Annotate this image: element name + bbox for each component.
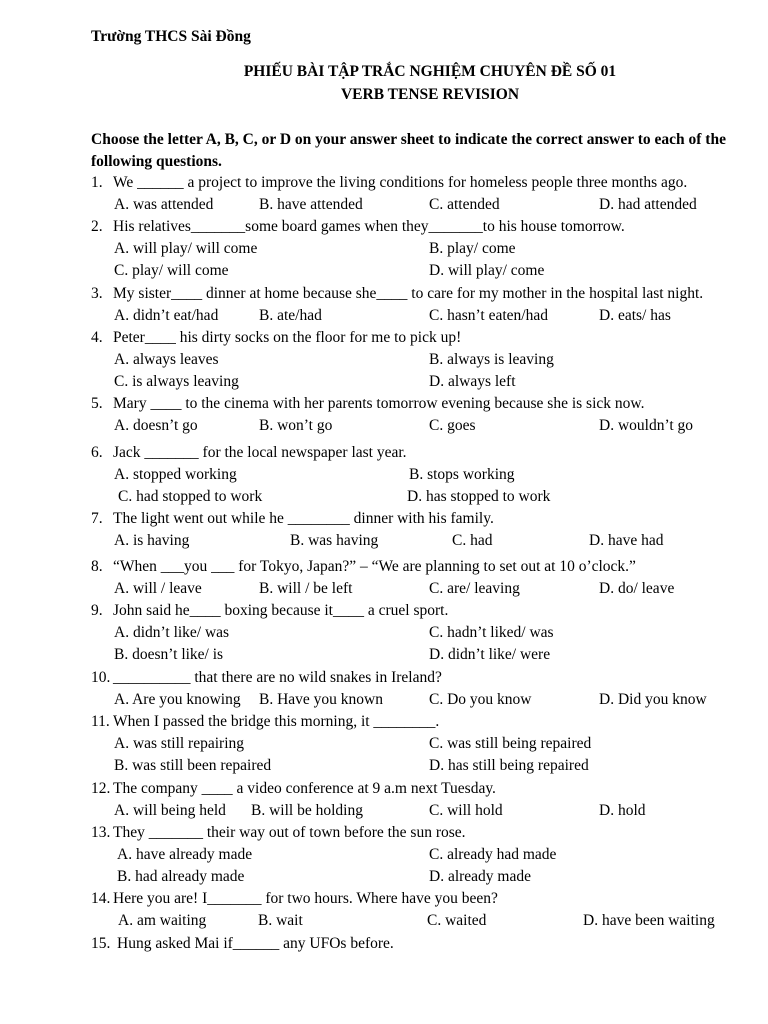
answer-option: B. will be holding xyxy=(251,802,363,819)
answer-option: A. will being held xyxy=(114,802,226,819)
answer-option: D. always left xyxy=(429,373,516,390)
question-number: 5. xyxy=(91,395,103,412)
answer-option: A. always leaves xyxy=(114,351,219,368)
answer-option: C. hasn’t eaten/had xyxy=(429,307,548,324)
answer-option: C. are/ leaving xyxy=(429,580,520,597)
question-number: 4. xyxy=(91,329,103,346)
question-number: 8. xyxy=(91,558,103,575)
question-text: Jack _______ for the local newspaper last year. xyxy=(113,444,407,461)
question-number: 9. xyxy=(91,602,103,619)
question-text: John said he____ boxing because it____ a cruel sport. xyxy=(113,602,449,619)
question-number: 15. xyxy=(91,935,111,952)
question-text: The company ____ a video conference at 9 a.m next Tuesday. xyxy=(113,780,496,797)
question-number: 14. xyxy=(91,890,111,907)
answer-option: A. didn’t eat/had xyxy=(114,307,219,324)
answer-option: D. will play/ come xyxy=(429,262,545,279)
question-number: 2. xyxy=(91,218,103,235)
answer-option: D. has still being repaired xyxy=(429,757,589,774)
answer-option: C. hadn’t liked/ was xyxy=(429,624,554,641)
answer-option: C. was still being repaired xyxy=(429,735,592,752)
answer-option: A. is having xyxy=(114,532,190,549)
answer-option: B. had already made xyxy=(117,868,245,885)
answer-option: A. will play/ will come xyxy=(114,240,258,257)
question-text: We ______ a project to improve the living conditions for homeless people three months ago. xyxy=(113,174,688,191)
question-text: “When ___you ___ for Tokyo, Japan?” – “We are planning to set out at 10 o’clock.” xyxy=(113,558,636,575)
question-text: The light went out while he ________ dinner with his family. xyxy=(113,510,494,527)
question-text: __________ that there are no wild snakes in Ireland? xyxy=(113,669,442,686)
answer-option: B. was having xyxy=(290,532,379,549)
answer-option: B. wait xyxy=(258,912,303,929)
answer-option: C. already had made xyxy=(429,846,557,863)
question-text: When I passed the bridge this morning, it ________. xyxy=(113,713,440,730)
answer-option: C. goes xyxy=(429,417,476,434)
answer-option: B. ate/had xyxy=(259,307,322,324)
question-number: 13. xyxy=(91,824,111,841)
answer-option: D. have had xyxy=(589,532,664,549)
question-number: 6. xyxy=(91,444,103,461)
answer-option: A. have already made xyxy=(117,846,253,863)
question-number: 11. xyxy=(91,713,110,730)
school-name: Trường THCS Sài Đồng xyxy=(91,28,251,45)
answer-option: A. stopped working xyxy=(114,466,237,483)
question-text: His relatives_______some board games when they_______to his house tomorrow. xyxy=(113,218,625,235)
worksheet-title: PHIẾU BÀI TẬP TRẮC NGHIỆM CHUYÊN ĐỀ SỐ 01 xyxy=(243,63,617,80)
answer-option: A. am waiting xyxy=(118,912,207,929)
answer-option: C. play/ will come xyxy=(114,262,229,279)
answer-option: B. always is leaving xyxy=(429,351,554,368)
answer-option: D. already made xyxy=(429,868,531,885)
answer-option: A. doesn’t go xyxy=(114,417,198,434)
question-number: 3. xyxy=(91,285,103,302)
question-text: Here you are! I_______ for two hours. Where have you been? xyxy=(113,890,498,907)
question-text: Mary ____ to the cinema with her parents tomorrow evening because she is sick now. xyxy=(113,395,645,412)
answer-option: C. Do you know xyxy=(429,691,532,708)
answer-option: B. won’t go xyxy=(259,417,333,434)
answer-option: A. Are you knowing xyxy=(114,691,241,708)
worksheet-subtitle: VERB TENSE REVISION xyxy=(340,86,520,103)
answer-option: A. was attended xyxy=(114,196,214,213)
answer-option: B. play/ come xyxy=(429,240,516,257)
question-number: 1. xyxy=(91,174,103,191)
answer-option: B. have attended xyxy=(259,196,363,213)
answer-option: C. is always leaving xyxy=(114,373,239,390)
answer-option: C. had xyxy=(452,532,493,549)
answer-option: D. had attended xyxy=(599,196,697,213)
answer-option: D. do/ leave xyxy=(599,580,675,597)
answer-option: A. will / leave xyxy=(114,580,202,597)
answer-option: C. attended xyxy=(429,196,500,213)
instructions: Choose the letter A, B, C, or D on your answer sheet to indicate the correct answer to each of the following questions. xyxy=(91,131,726,170)
answer-option: A. didn’t like/ was xyxy=(114,624,230,641)
question-number: 7. xyxy=(91,510,103,527)
question-text: Peter____ his dirty socks on the floor for me to pick up! xyxy=(113,329,462,346)
answer-option: D. wouldn’t go xyxy=(599,417,694,434)
answer-option: B. will / be left xyxy=(259,580,353,597)
answer-option: D. didn’t like/ were xyxy=(429,646,551,663)
answer-option: C. had stopped to work xyxy=(118,488,263,505)
answer-option: C. will hold xyxy=(429,802,503,819)
answer-option: B. was still been repaired xyxy=(114,757,272,774)
question-text: Hung asked Mai if______ any UFOs before. xyxy=(117,935,394,952)
answer-option: D. eats/ has xyxy=(599,307,671,324)
answer-option: C. waited xyxy=(427,912,487,929)
answer-option: B. stops working xyxy=(409,466,515,483)
answer-option: D. has stopped to work xyxy=(407,488,551,505)
answer-option: B. Have you known xyxy=(259,691,383,708)
answer-option: A. was still repairing xyxy=(114,735,245,752)
answer-option: B. doesn’t like/ is xyxy=(114,646,224,663)
question-text: My sister____ dinner at home because she____ to care for my mother in the hospital last night. xyxy=(113,285,704,302)
question-text: They _______ their way out of town before the sun rose. xyxy=(113,824,466,841)
answer-option: D. Did you know xyxy=(599,691,707,708)
question-number: 12. xyxy=(91,780,111,797)
answer-option: D. have been waiting xyxy=(583,912,715,929)
question-number: 10. xyxy=(91,669,111,686)
answer-option: D. hold xyxy=(599,802,646,819)
